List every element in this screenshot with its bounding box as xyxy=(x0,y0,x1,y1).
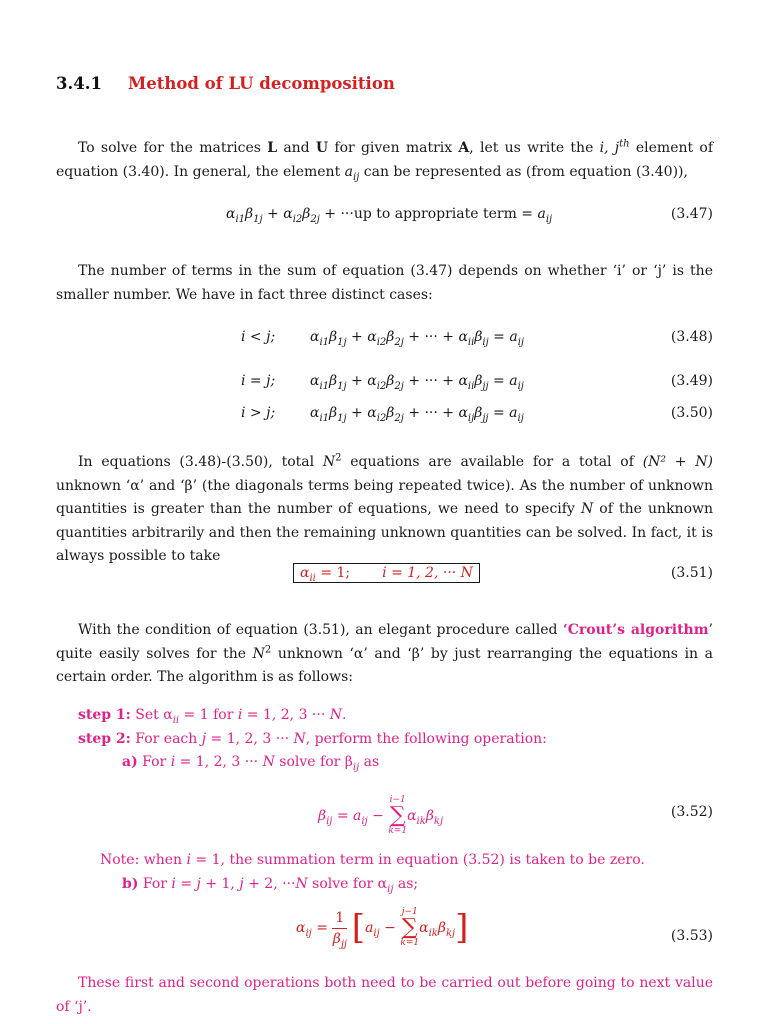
equation-3-51-box xyxy=(293,562,480,586)
step-1-sub: ii xyxy=(172,714,180,726)
eq351-right: i = 1, 2, ··· N xyxy=(382,565,473,581)
intro-text-1: To solve for the matrices xyxy=(78,140,268,156)
para3-text-3: unknown ‘α’ and ‘β’ (the diagonals terms being repeated twice). As the number of unknown quantities is greater than the number of equations, we need to specify xyxy=(56,477,713,517)
substep-b-text-e: + 1, xyxy=(200,876,240,892)
section-number: 3.4.1 xyxy=(56,74,102,93)
substep-b xyxy=(122,873,418,897)
step-1 xyxy=(78,704,346,728)
element-a: a xyxy=(344,163,354,180)
fraction: $\frac{1}{\beta_{jj}}$ xyxy=(332,909,348,950)
substep-b-text-g: + 2, ··· xyxy=(243,876,296,892)
substep-a-text-a: For xyxy=(137,754,171,770)
para4-text-3: unknown ‘α’ and ‘β’ by just rearranging the equations in a certain order. The algorithm is as follows: xyxy=(56,645,713,685)
summation-sign: i−1 ∑ k=1 xyxy=(388,795,408,836)
note-text-a: Note: when xyxy=(100,852,187,868)
equation-3-47-body: $\alpha_{i1}\beta_{1j} + \alpha_{i2}\beta_{2j} + \cdot\cdot\cdot up$ to appropriate term = $a_{ij}$ xyxy=(226,206,553,225)
para3-N-2: N xyxy=(580,501,594,517)
para3-N: N xyxy=(322,454,336,470)
equation-number-3-48: (3.48) xyxy=(670,329,713,345)
summation-sign-2: j−1 ∑ k=1 xyxy=(400,907,420,948)
matrix-U: U xyxy=(315,140,329,156)
fraction-numerator: 1 xyxy=(332,908,347,929)
sum-upper-limit: i−1 xyxy=(389,795,406,805)
equation-3-50 xyxy=(56,402,713,426)
substep-a-sub: ij xyxy=(352,761,360,773)
sum-lower-limit: k=1 xyxy=(388,826,408,836)
substep-b-text-f: j xyxy=(239,876,244,892)
step-1-text-e: N xyxy=(329,707,342,723)
case-condition-1: i < j; xyxy=(241,329,276,345)
sum-upper-limit-2: j−1 xyxy=(401,907,418,917)
substep-a-text-c: = 1, 2, 3 ··· xyxy=(175,754,263,770)
para3-count-expression: (N² + N) xyxy=(642,454,713,470)
substep-a-text-e: solve for β xyxy=(274,754,353,770)
equation-3-52 xyxy=(56,795,713,836)
note-text-b: i xyxy=(186,852,191,868)
equation-3-47-text: up to appropriate term = xyxy=(353,206,538,222)
step-1-text-a: Set α xyxy=(130,707,173,723)
intro-paragraph xyxy=(56,137,713,184)
equation-3-53-body: $\alpha_{ij}$ = $\frac{1}{\beta_{jj}}$ [$a_{ij}$ − j−1 ∑ k=1 $\alpha_{ik}\beta_{kj}$] xyxy=(296,907,469,950)
substep-b-text-a: For xyxy=(138,876,172,892)
step-1-text-b: = 1 for xyxy=(179,707,238,723)
equation-3-48 xyxy=(56,326,713,350)
equation-3-53 xyxy=(56,907,713,950)
equation-number-3-51: (3.51) xyxy=(670,565,713,581)
index-ij: i, j xyxy=(599,140,620,156)
intro-text-5: element of equation (3.40). In general, the element xyxy=(56,140,713,180)
substep-b-text-i: solve for α xyxy=(307,876,388,892)
substep-a xyxy=(122,751,379,775)
substep-b-label: b) xyxy=(122,876,139,892)
step-1-label: step 1: xyxy=(78,707,131,723)
substep-a-text-b: i xyxy=(170,754,176,770)
eq351-alpha: α xyxy=(300,565,310,581)
substep-a-label: a) xyxy=(122,754,138,770)
equation-number-3-47: (3.47) xyxy=(670,206,713,222)
unknowns-paragraph xyxy=(56,451,713,569)
equation-3-49-body: $\alpha_{i1}\beta_{1j} + \alpha_{i2}\beta_{2j}$ + ··· + $\alpha_{ii}\beta_{jj} = a_{ij}$ xyxy=(310,373,524,392)
step-2-text-d: N xyxy=(293,731,306,747)
substep-b-text-j: as; xyxy=(393,876,419,892)
intro-text-4: , let us write the xyxy=(469,140,600,156)
para4-N: N xyxy=(252,645,265,662)
para3-square: 2 xyxy=(335,452,342,464)
intro-text-2: and xyxy=(277,140,316,156)
substep-b-sub: ij xyxy=(387,883,394,895)
step-1-text-c: i xyxy=(237,707,243,723)
step-2 xyxy=(78,728,547,752)
step-2-text-c: = 1, 2, 3 ··· xyxy=(206,731,294,747)
step-2-text-e: , perform the following operation: xyxy=(305,731,547,747)
intro-text-6: can be represented as (from equation (3.40)), xyxy=(359,163,688,180)
equation-number-3-52: (3.52) xyxy=(670,804,713,820)
crout-paragraph xyxy=(56,619,713,690)
step-1-text-f: . xyxy=(341,707,347,723)
matrix-L: L xyxy=(267,140,278,156)
step-2-text-a: For each xyxy=(130,731,202,747)
equation-3-50-body: $\alpha_{i1}\beta_{1j} + \alpha_{i2}\beta_{2j}$ + ··· + $\alpha_{ij}\beta_{jj} = a_{ij}$ xyxy=(310,405,524,424)
equation-3-49 xyxy=(56,370,713,394)
superscript-th: th xyxy=(619,138,630,150)
crout-algorithm-term: ‘Crout’s algorithm xyxy=(562,622,709,638)
step-2-text-b: j xyxy=(201,731,207,747)
section-heading xyxy=(56,72,395,96)
equation-3-48-body: $\alpha_{i1}\beta_{1j} + \alpha_{i2}\beta_{2j}$ + ··· + $\alpha_{ii}\beta_{ij} = a_{ij}$ xyxy=(310,329,525,348)
step-1-text-d: = 1, 2, 3 ··· xyxy=(242,707,330,723)
element-a-sub: ij xyxy=(353,171,360,183)
substep-b-text-d: j xyxy=(196,876,201,892)
substep-b-text-c: = xyxy=(175,876,197,892)
note-text-c: = 1, the summation term in equation (3.52) is taken to be zero. xyxy=(191,852,645,868)
para3-text-2: equations are available for a total of xyxy=(341,454,643,470)
equation-3-47 xyxy=(56,203,713,227)
para4-text-2: ’ quite easily solves for the xyxy=(56,622,713,662)
equation-number-3-53: (3.53) xyxy=(670,928,713,944)
equation-number-3-50: (3.50) xyxy=(670,405,713,421)
closing-paragraph: These first and second operations both need to be carried out before going to next value of ‘j’. xyxy=(56,975,713,1015)
para4-square: 2 xyxy=(264,643,272,655)
substep-b-text-h: N xyxy=(295,876,308,892)
section-title: Method of LU decomposition xyxy=(127,74,395,93)
sum-lower-limit-2: k=1 xyxy=(400,938,420,948)
case-condition-2: i = j; xyxy=(241,373,276,389)
note-line xyxy=(100,849,645,873)
substep-b-text-b: i xyxy=(171,876,176,892)
cases-paragraph: The number of terms in the sum of equation (3.47) depends on whether ‘i’ or ‘j’ is the smaller number. We have in fact three distinct cases: xyxy=(56,263,713,303)
equation-number-3-49: (3.49) xyxy=(670,373,713,389)
eq351-left-rest: = 1; xyxy=(315,565,351,581)
eq351-alpha-sub: ii xyxy=(309,572,316,584)
para4-text-1: With the condition of equation (3.51), an elegant procedure called xyxy=(78,622,563,638)
substep-a-text-d: N xyxy=(262,754,275,770)
matrix-A: A xyxy=(458,140,470,156)
para3-text-1: In equations (3.48)-(3.50), total xyxy=(78,454,323,470)
step-2-label: step 2: xyxy=(78,731,131,747)
equation-3-52-body: $\beta_{ij} = a_{ij}$ − i−1 ∑ k=1 $\alpha_{ik}\beta_{kj}$ xyxy=(318,795,444,836)
case-condition-3: i > j; xyxy=(241,405,276,421)
intro-text-3: for given matrix xyxy=(328,140,459,156)
para3-text-4: of the unknown quantities arbitrarily and then the remaining unknown quantities can be solved. In fact, it is always possible to take xyxy=(56,501,713,564)
equation-3-51 xyxy=(56,562,713,586)
substep-a-text-f: as xyxy=(359,754,380,770)
